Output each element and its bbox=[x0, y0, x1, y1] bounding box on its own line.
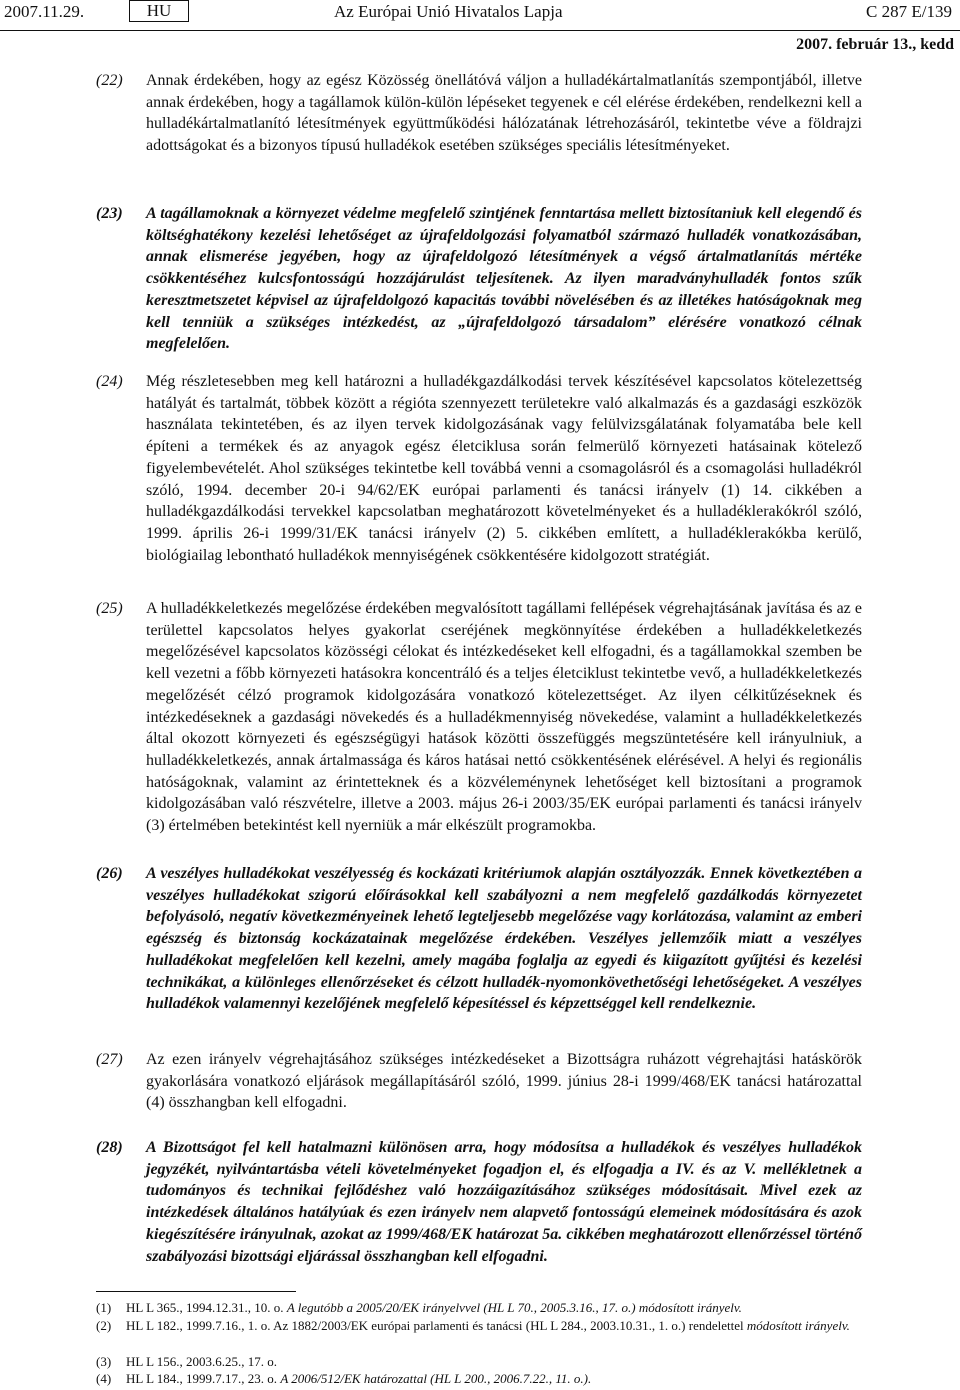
journal-reference: C 287 E/139 bbox=[866, 2, 952, 21]
footnote-3 bbox=[96, 1354, 866, 1370]
recital-text: A Bizottságot fel kell hatalmazni különösen arra, hogy módosítsa a hulladékok és veszélyes hulladékok jegyzékét, nyilvántartásba vételi követelményeket fogadjon el, és elfogadja a IV. és az V. mellékletnek a tudományos és technikai fejlődéshez való hozzáigazításához szükséges módosításait. Mivel ezek az intézkedések általános hatályúak és ezen irányelv nem alapvető fontosságú elemeinek módosítására és azok kiegészítésére irányulnak, azokat az 1999/468/EK határozat 5a. cikkében meghatározott ellenőrzéssel történő szabályozási bizottsági eljárással összhangban kell elfogadni. bbox=[146, 1139, 862, 1265]
recital-28 bbox=[96, 1137, 862, 1267]
recital-number: (22) bbox=[96, 72, 123, 89]
footnote-2 bbox=[96, 1318, 866, 1334]
footnote-number: (1) bbox=[96, 1300, 112, 1315]
recital-text: Az ezen irányelv végrehajtásához szükséges intézkedéseket a Bizottságra ruházott végrehajtási hatáskörök gyakorlására vonatkozó eljárások megállapításáról szóló, 1999. június 28-i 1999/468/EK tanácsi határozattal (4) összhangban kell elfogadni. bbox=[146, 1051, 862, 1112]
footnote-italic-text: módosított irányelv. bbox=[746, 1318, 850, 1333]
recital-text: Annak érdekében, hogy az egész Közösség önellátóvá váljon a hulladékártalmatlanítás szempontjából, illetve annak érdekében, hogy a tagállamok külön-külön lépéseket tegyenek e cél elérése érdekében, rendelkezni kell a hulladékártalmatlanító létesítmények együttműködési hálózatának létrehozásáról, tekintetbe véve a földrajzi adottságokat és a bizonyos típusú hulladékok esetében szükséges speciális létesítményeket. bbox=[146, 72, 862, 155]
recital-text: A veszélyes hulladékokat veszélyesség és kockázati kritériumok alapján osztályozzák. Ennek következtében a veszélyes hulladékokat szigorú előírásokkal kell szabályozni a nem megfelelő gazdálkodás környezetet befolyásoló, negatív következményeinek lehető legteljesebb megelőzése vagy korlátozása, valamint az emberi egészség és biztonság kockázatainak megelőzése érdekében. Veszélyes jellemzőik miatt a veszélyes hulladékokat megfelelően kell kezelni, amely magába foglalja az egyedi és kiigazított gyűjtési és kezelési technikákat, a különleges ellenőrzéseket és célzott hulladék-nyomonkövethetőségi lehetőségeket. A veszélyes hulladékok valamennyi kezelőjének megfelelő képesítéssel és képzettséggel kell rendelkeznie. bbox=[146, 865, 862, 1013]
session-date: 2007. február 13., kedd bbox=[796, 36, 954, 53]
footnote-rule bbox=[96, 1291, 296, 1292]
recital-number: (23) bbox=[96, 205, 123, 222]
recital-number: (24) bbox=[96, 373, 123, 390]
recital-25 bbox=[96, 598, 862, 837]
footnote-text: HL L 184., 1999.7.17., 23. o. bbox=[126, 1371, 278, 1386]
recital-number: (25) bbox=[96, 600, 123, 617]
footnote-italic-text: A 2006/512/EK határozattal (HL L 200., 2006.7.22., 11. o.). bbox=[280, 1371, 592, 1386]
header-date: 2007.11.29. bbox=[4, 2, 85, 21]
page-header bbox=[4, 2, 952, 24]
recital-22 bbox=[96, 70, 862, 157]
journal-title: Az Európai Unió Hivatalos Lapja bbox=[334, 2, 563, 21]
footnote-text: HL L 182., 1999.7.16., 1. o. Az 1882/2003/EK európai parlamenti és tanácsi (HL L 284., 2003.10.31., 1. o.) rendelettel bbox=[126, 1318, 744, 1333]
recital-24 bbox=[96, 371, 862, 566]
recital-23 bbox=[96, 203, 862, 355]
recital-text: A tagállamoknak a környezet védelme megfelelő szintjének fenntartása mellett biztosítaniuk kell elegendő és költséghatékony kezelési lehetőséget az újrafeldolgozási folyamatból származó hulladék vonatkozásában, annak elismerése jegyében, hogy az újrafeldolgozó létesítmények a végső ártalmatlanítás mértéke csökkentéséhez kulcsfontosságú hozzájárulást teljesítenek. Az ilyen maradványhulladék fontos szűk keresztmetszetet képvisel az újrafeldolgozó kapacitás további növelésében és az illetékes hatóságoknak meg kell tenniük a szükséges intézkedést, az „újrafeldolgozó társadalom” elérésére vonatkozó célnak megfelelően. bbox=[146, 205, 862, 353]
header-rule bbox=[0, 30, 960, 31]
footnote-4 bbox=[96, 1371, 866, 1387]
recital-27 bbox=[96, 1049, 862, 1114]
footnote-text: HL L 156., 2003.6.25., 17. o. bbox=[126, 1354, 278, 1369]
recital-number: (26) bbox=[96, 865, 123, 882]
footnote-number: (2) bbox=[96, 1318, 112, 1333]
footnote-1 bbox=[96, 1300, 866, 1316]
language-badge: HU bbox=[129, 0, 189, 22]
recital-number: (28) bbox=[96, 1139, 123, 1156]
footnote-text: HL L 365., 1994.12.31., 10. o. bbox=[126, 1300, 284, 1315]
recital-26 bbox=[96, 863, 862, 1015]
footnote-number: (3) bbox=[96, 1354, 112, 1369]
footnote-number: (4) bbox=[96, 1371, 112, 1386]
recital-text: Még részletesebben meg kell határozni a hulladékgazdálkodási tervek készítésével kapcsolatos kötelezettség hatályát és tartalmát, többek között a régióta szennyezett területekre való alkalmazás és a gazdasági eszközök használata tekintetében, és az ilyen tervek kidolgozásának vagy felülvizsgálatának folyamatába bele kell építeni a termékek és az anyagok egész életciklusa során felmerülő környezeti hatásainak kötelező figyelembevételét. Ahol szükséges tekintetbe kell továbbá venni a csomagolásról és a csomagolási hulladékról szóló, 1994. december 20-i 94/62/EK európai parlamenti és tanácsi irányelv (1) 14. cikkében a hulladékgazdálkodási tervekkel kapcsolatban meghatározott követelményeket és a hulladéklerakókról szóló, 1999. április 26-i 1999/31/EK tanácsi irányelv (2) 5. cikkében említett, a hulladéklerakókba kerülő, biológiailag lebontható hulladékok mennyiségének csökkentésére kidolgozott stratégiát. bbox=[146, 373, 862, 564]
recital-text: A hulladékkeletkezés megelőzése érdekében megvalósított tagállami fellépések végrehajtásának javítása és az e területtel kapcsolatos helyes gyakorlat cseréjének megkönnyítése érdekében a hulladékkeletkezés megelőzésével kapcsolatos közösségi célokat és intézkedéseket kell elfogadni, és a tagállamokkal szemben be kell vezetni a főbb környezeti hatásokra koncentráló és a teljes életciklust tekintetbe vevő, a hulladékkeletkezés megelőzését célzó programok kidolgozására vonatkozó kötelezettséget. Az ilyen célkitűzéseknek és intézkedéseknek a gazdasági növekedés és a hulladékmennyiség növekedése, valamint a hulladékkeletkezés által okozott környezeti és egészségügyi hatások közötti összefüggés megszüntetésére kell irányulniuk, a hulladékkeletkezés, annak ártalmassága és káros hatásai nettó csökkentésének elérésével. A helyi és regionális hatóságoknak, valamint az érintetteknek és a közvéleménynek lehetőséget kell biztosítani a programok kidolgozásában való részvételre, illetve a 2003. május 26-i 2003/35/EK európai parlamenti és tanácsi irányelv (3) értelmében betekintést kell nyerniük a már elkészült programokba. bbox=[146, 600, 862, 835]
recital-number: (27) bbox=[96, 1051, 123, 1068]
footnote-italic-text: A legutóbb a 2005/20/EK irányelvvel (HL L 70., 2005.3.16., 17. o.) módosított irányelv. bbox=[286, 1300, 742, 1315]
